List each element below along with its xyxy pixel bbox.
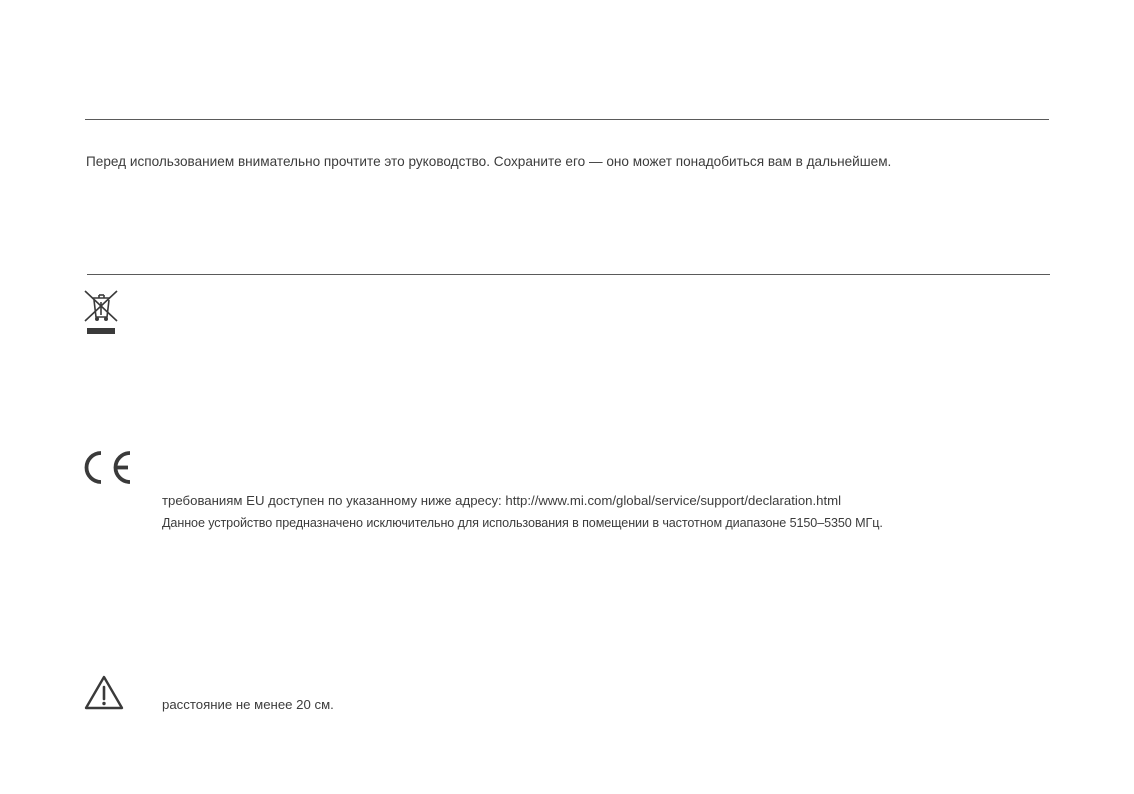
crossed-out-wheelie-bin-icon — [84, 289, 120, 337]
declaration-address-text: требованиям EU доступен по указанному ниже адресу: http://www.mi.com/global/service/support/declaration.html — [162, 493, 842, 508]
distance-warning-text: расстояние не менее 20 см. — [162, 697, 334, 712]
section-divider — [87, 274, 1050, 275]
warning-triangle-icon — [84, 674, 126, 712]
ce-mark-icon — [84, 450, 134, 486]
top-divider — [85, 119, 1049, 120]
frequency-usage-text: Данное устройство предназначено исключительно для использования в помещении в частотном диапазоне 5150–5350 МГц. — [162, 516, 883, 530]
intro-text: Перед использованием внимательно прочтите это руководство. Сохраните его — оно может понадобиться вам в дальнейшем. — [86, 154, 892, 169]
